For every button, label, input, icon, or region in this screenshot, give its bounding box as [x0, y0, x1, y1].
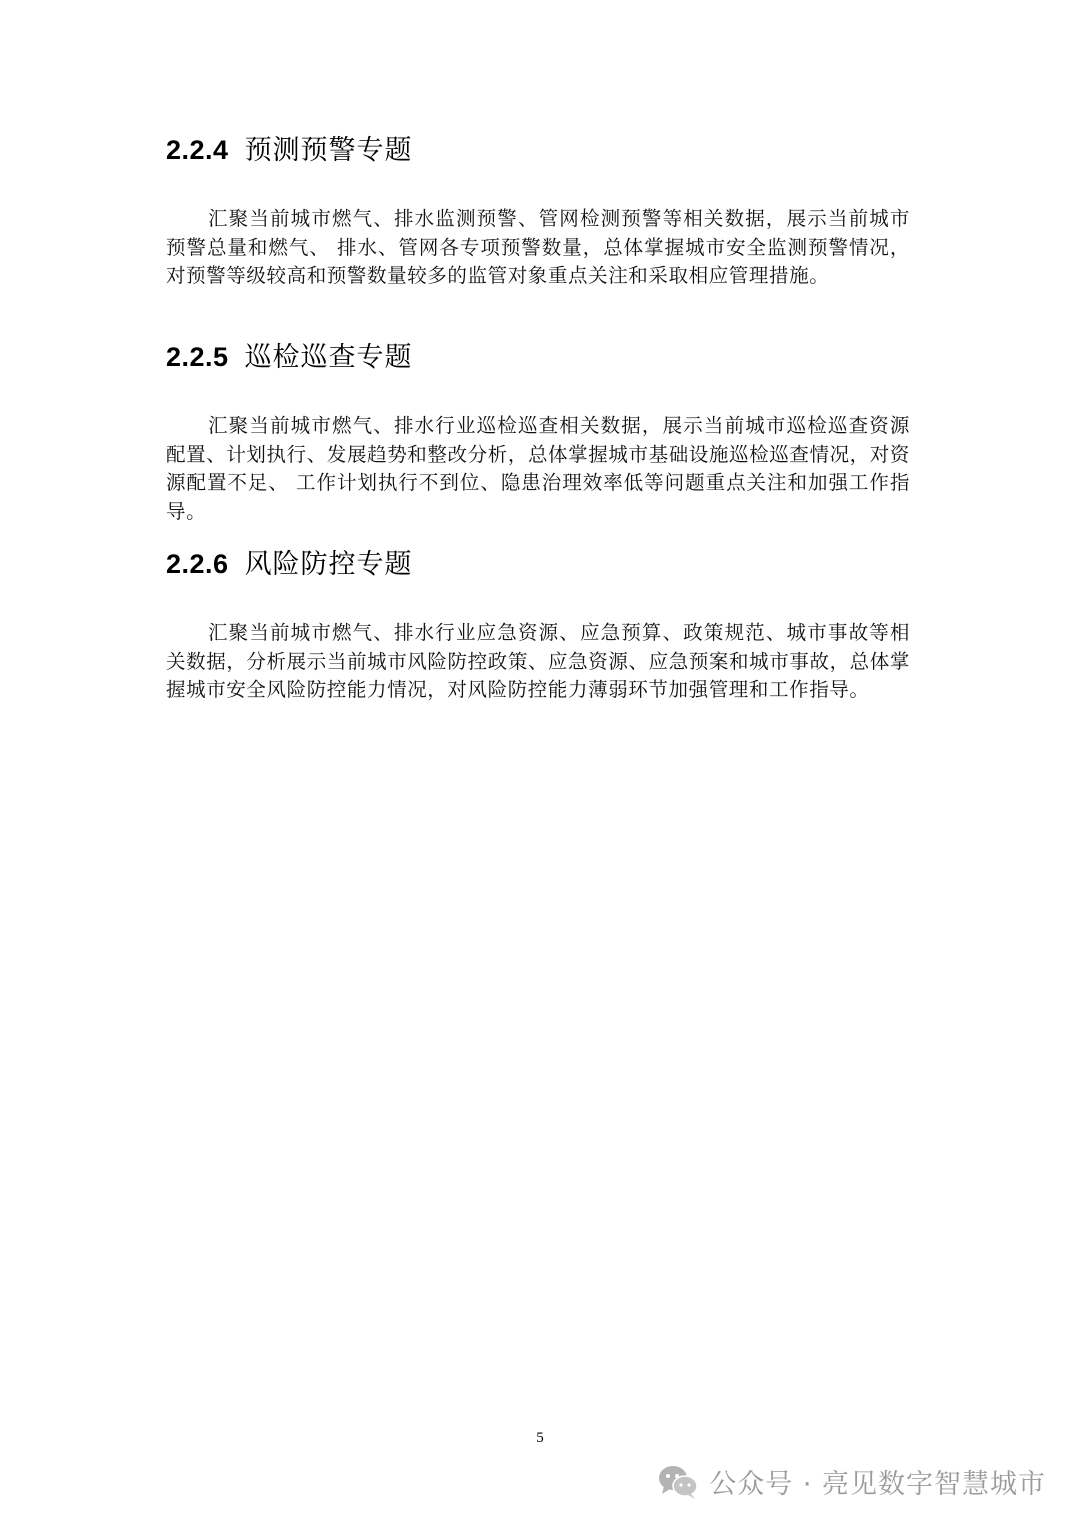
section-number: 2.2.6	[166, 549, 229, 579]
section-paragraph: 汇聚当前城市燃气、排水行业应急资源、应急预算、政策规范、城市事故等相关数据，分析展示当前城市风险防控政策、应急资源、应急预案和城市事故，总体掌握城市安全风险防控能力情况，对风险防控能力薄弱环节加强管理和工作指导。	[166, 621, 910, 701]
section-title: 巡检巡查专题	[244, 342, 413, 373]
section-2-2-6	[166, 547, 910, 705]
page-number: 5	[536, 1430, 544, 1446]
watermark-text: 公众号 · 亮见数字智慧城市	[709, 1469, 1046, 1500]
section-paragraph: 汇聚当前城市燃气、排水监测预警、管网检测预警等相关数据，展示当前城市预警总量和燃气、 排水、管网各专项预警数量，总体掌握城市安全监测预警情况，对预警等级较高和预警数量较多的监管对象重点关注和采取相应管理措施。	[166, 207, 910, 287]
wechat-icon	[657, 1464, 699, 1500]
watermark	[657, 1462, 1046, 1501]
section-2-2-5	[166, 340, 910, 526]
section-2-2-4	[166, 133, 910, 291]
section-number: 2.2.5	[166, 342, 229, 372]
section-paragraph: 汇聚当前城市燃气、排水行业巡检巡查相关数据，展示当前城市巡检巡查资源配置、计划执行、发展趋势和整改分析，总体掌握城市基础设施巡检巡查情况，对资源配置不足、 工作计划执行不到位、隐患治理效率低等问题重点关注和加强工作指导。	[166, 414, 910, 523]
section-heading	[166, 547, 910, 582]
section-title: 风险防控专题	[244, 549, 413, 580]
section-title: 预测预警专题	[244, 135, 413, 166]
section-number: 2.2.4	[166, 135, 229, 165]
section-heading	[166, 340, 910, 375]
section-heading	[166, 133, 910, 168]
